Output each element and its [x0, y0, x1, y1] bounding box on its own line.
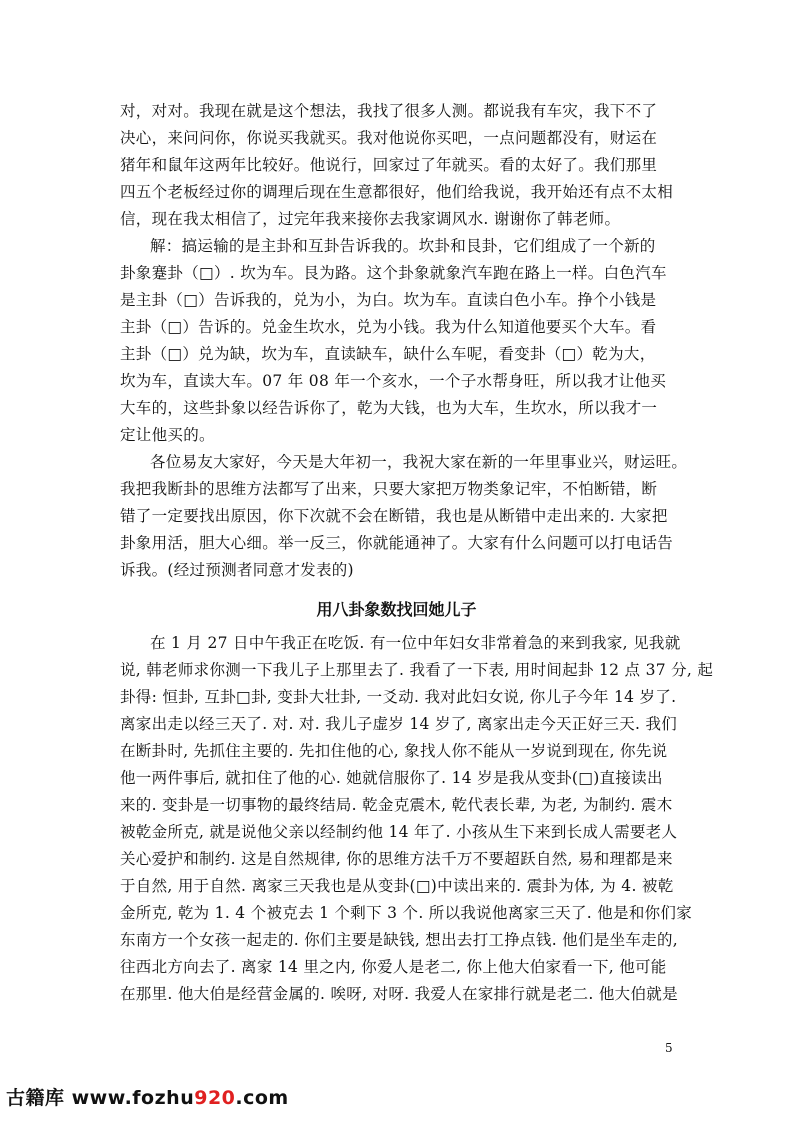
- text-line: 于自然, 用于自然. 离家三天我也是从变卦(□)中读出来的. 震卦为体, 为 4. 被乾: [120, 877, 674, 895]
- text-line: 大车的，这些卦象以经告诉你了，乾为大钱，也为大车，生坎水，所以我才一: [120, 399, 658, 417]
- watermark-url-prefix: www.fozhu: [71, 1087, 195, 1109]
- text-line: 他一两件事后, 就扣住了他的心. 她就信服你了. 14 岁是我从变卦(□)直接读出: [120, 769, 663, 787]
- text-line: 在 1 月 27 日中午我正在吃饭. 有一位中年妇女非常着急的来到我家, 见我就: [150, 634, 681, 652]
- text-line: 各位易友大家好，今天是大年初一，我祝大家在新的一年里事业兴，财运旺。: [150, 453, 688, 471]
- text-line: 东南方一个女孩一起走的. 你们主要是缺钱, 想出去打工挣点钱. 他们是坐车走的,: [120, 931, 678, 949]
- text-line: 卦得: 恒卦, 互卦□卦, 变卦大壮卦, 一爻动. 我对此妇女说, 你儿子今年 14 岁了.: [120, 688, 677, 706]
- text-line: 定让他买的。: [120, 426, 215, 444]
- text-line: 猪年和鼠年这两年比较好。他说行，回家过了年就买。看的太好了。我们那里: [120, 156, 658, 174]
- text-line: 卦象用活，胆大心细。举一反三，你就能通神了。大家有什么问题可以打电话告: [120, 534, 674, 552]
- text-line: 关心爱护和制约. 这是自然规律, 你的思维方法千万不要超跃自然, 易和理都是来: [120, 850, 673, 868]
- text-line: 主卦（□）告诉的。兑金生坎水，兑为小钱。我为什么知道他要买个大车。看: [120, 318, 657, 336]
- site-watermark: [6, 1085, 289, 1111]
- text-line: 是主卦（□）告诉我的，兑为小，为白。坎为车。直读白色小车。挣个小钱是: [120, 291, 657, 309]
- text-line: 卦象蹇卦（□）. 坎为车。艮为路。这个卦象就象汽车跑在路上一样。白色汽车: [120, 264, 667, 282]
- text-line: 在断卦时, 先抓住主要的. 先扣住他的心, 象找人你不能从一岁说到现在, 你先说: [120, 742, 668, 760]
- text-line: 坎为车，直读大车。07 年 08 年一个亥水，一个子水帮身旺，所以我才让他买: [120, 372, 667, 390]
- text-line: 信，现在我太相信了，过完年我来接你去我家调风水. 谢谢你了韩老师。: [120, 210, 621, 228]
- section-title: 用八卦象数找回她儿子: [316, 600, 477, 619]
- watermark-url-number: 920: [194, 1087, 236, 1109]
- text-line: 错了一定要找出原因，你下次就不会在断错，我也是从断错中走出来的. 大家把: [120, 507, 668, 525]
- text-line: 离家出走以经三天了. 对. 对. 我儿子虚岁 14 岁了, 离家出走今天正好三天. 我们: [120, 715, 678, 733]
- text-line: 对，对对。我现在就是这个想法，我找了很多人测。都说我有车灾，我下不了: [120, 102, 658, 120]
- text-line: 诉我。(经过预测者同意才发表的): [120, 561, 354, 579]
- text-line: 四五个老板经过你的调理后现在生意都很好，他们给我说，我开始还有点不太相: [120, 183, 674, 201]
- text-line: 被乾金所克, 就是说他父亲以经制约他 14 年了. 小孩从生下来到长成人需要老人: [120, 823, 678, 841]
- text-line: 决心，来问问你，你说买我就买。我对他说你买吧，一点问题都没有，财运在: [120, 129, 658, 147]
- text-line: 我把我断卦的思维方法都写了出来，只要大家把万物类象记牢，不怕断错，断: [120, 480, 658, 498]
- page-number: 5: [665, 1041, 673, 1055]
- watermark-url-suffix: .com: [235, 1087, 289, 1109]
- text-line: 往西北方向去了. 离家 14 里之内, 你爱人是老二, 你上他大伯家看一下, 他可能: [120, 958, 667, 976]
- text-line: 主卦（□）兑为缺，坎为车，直读缺车，缺什么车呢，看变卦（□）乾为大，: [120, 345, 656, 363]
- text-line: 说, 韩老师求你测一下我儿子上那里去了. 我看了一下表, 用时间起卦 12 点 37 分, 起: [120, 661, 714, 679]
- text-line: 来的. 变卦是一切事物的最终结局. 乾金克震木, 乾代表长辈, 为老, 为制约. 震木: [120, 796, 673, 814]
- text-line: 金所克, 乾为 1. 4 个被克去 1 个剩下 3 个. 所以我说他离家三天了. 他是和你们家: [120, 904, 693, 922]
- text-line: 在那里. 他大伯是经营金属的. 唉呀, 对呀. 我爱人在家排行就是老二. 他大伯就是: [120, 985, 678, 1003]
- text-line: 解：搞运输的是主卦和互卦告诉我的。坎卦和艮卦，它们组成了一个新的: [150, 237, 656, 255]
- watermark-site-name: 古籍库: [6, 1087, 72, 1109]
